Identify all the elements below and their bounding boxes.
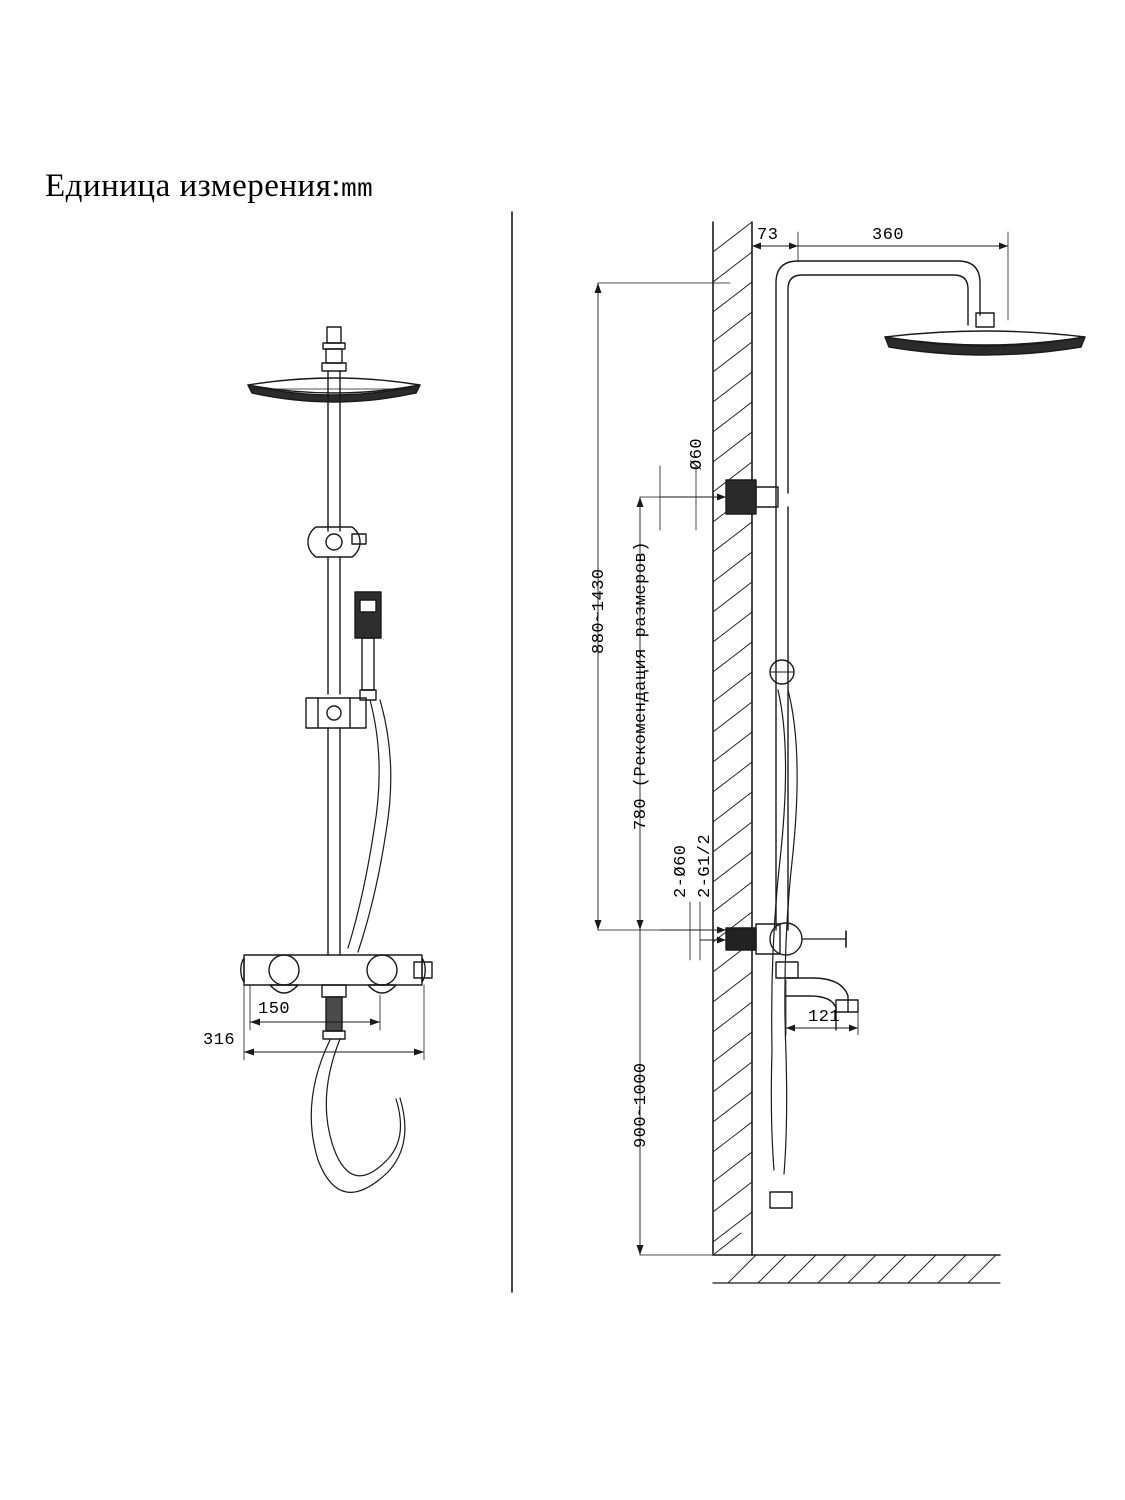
front-mixer-lever-left [270, 985, 298, 993]
front-mixer-cap-left [241, 958, 244, 982]
arrow-780-bottom [637, 920, 644, 930]
dim-2-g12-label: 2-G1/2 [696, 833, 715, 898]
dim-780-label: 780 (Рекомендация размеров) [632, 541, 651, 830]
arrow-2d60 [717, 927, 726, 934]
arrow-360-right [999, 243, 1008, 250]
front-mixer-handle-right [367, 955, 397, 985]
front-hose-loop-inner [311, 1040, 405, 1192]
dim-d60-top-label: Ø60 [688, 437, 707, 470]
dim-880-1430-label: 880~1430 [590, 568, 609, 654]
page-title-text: Единица измерения: [45, 168, 342, 204]
dim-360-label: 360 [872, 226, 905, 245]
arrow-73-right [789, 243, 798, 250]
dim-316-label: 316 [203, 1031, 236, 1050]
front-arrow-316-left [244, 1049, 254, 1056]
wall-hatch [713, 222, 752, 1255]
side-upper-fitting-neck [756, 487, 778, 507]
front-outlet-nut [323, 1031, 345, 1039]
front-arrow-150-left [250, 1019, 260, 1026]
front-hand-shower-head [355, 592, 381, 638]
front-outlet-collar [322, 985, 346, 997]
front-hand-shower-handle [362, 638, 374, 690]
side-upper-wall-fitting [726, 480, 756, 514]
front-top-flange [322, 363, 346, 371]
dim-121-label: 121 [808, 1008, 841, 1027]
front-hose-upper [348, 700, 379, 948]
side-shower-head-body [885, 337, 1085, 355]
front-mixer-handle-left [269, 955, 299, 985]
side-head-joint [976, 313, 994, 327]
front-view [241, 327, 432, 1192]
side-lower-wall-fitting [726, 928, 756, 950]
side-arm-inner [788, 275, 968, 493]
arrow-880-top [595, 283, 602, 293]
arrow-780-top [637, 497, 644, 507]
dim-900-1000-label: 900~1000 [632, 1062, 651, 1148]
front-arrow-150-right [370, 1019, 380, 1026]
arrow-121-right [849, 1025, 858, 1032]
front-outlet-body [326, 997, 342, 1031]
front-top-nipple [327, 327, 341, 343]
arrow-880-bottom [595, 920, 602, 930]
side-spout-upper [786, 978, 848, 1012]
dim-2-d60-label: 2-Ø60 [672, 844, 691, 898]
dim-73-label: 73 [757, 226, 779, 245]
side-view [595, 222, 1086, 1283]
front-arrow-316-right [414, 1049, 424, 1056]
page-title-unit: mm [341, 174, 374, 204]
front-upper-ring-hole [326, 534, 342, 550]
front-mixer-end-fitting [414, 962, 432, 978]
floor-hatch [728, 1255, 996, 1283]
front-top-joint [326, 349, 342, 363]
front-hand-shower-face [360, 600, 376, 612]
dim-150-label: 150 [258, 1000, 291, 1019]
front-mixer-body [244, 955, 422, 985]
arrow-2g12 [717, 937, 726, 944]
arrow-900-bottom [637, 1245, 644, 1255]
side-hose-end [770, 1192, 792, 1208]
front-holder-bracket [306, 698, 366, 728]
arrow-121-left [786, 1025, 795, 1032]
front-holder-hole [327, 706, 341, 720]
front-hose-loop-outer [326, 1039, 400, 1176]
front-top-collar [323, 343, 345, 349]
side-arm-outer [776, 261, 980, 493]
front-mixer-lever-right [368, 985, 396, 993]
side-spout-collar [776, 962, 798, 978]
